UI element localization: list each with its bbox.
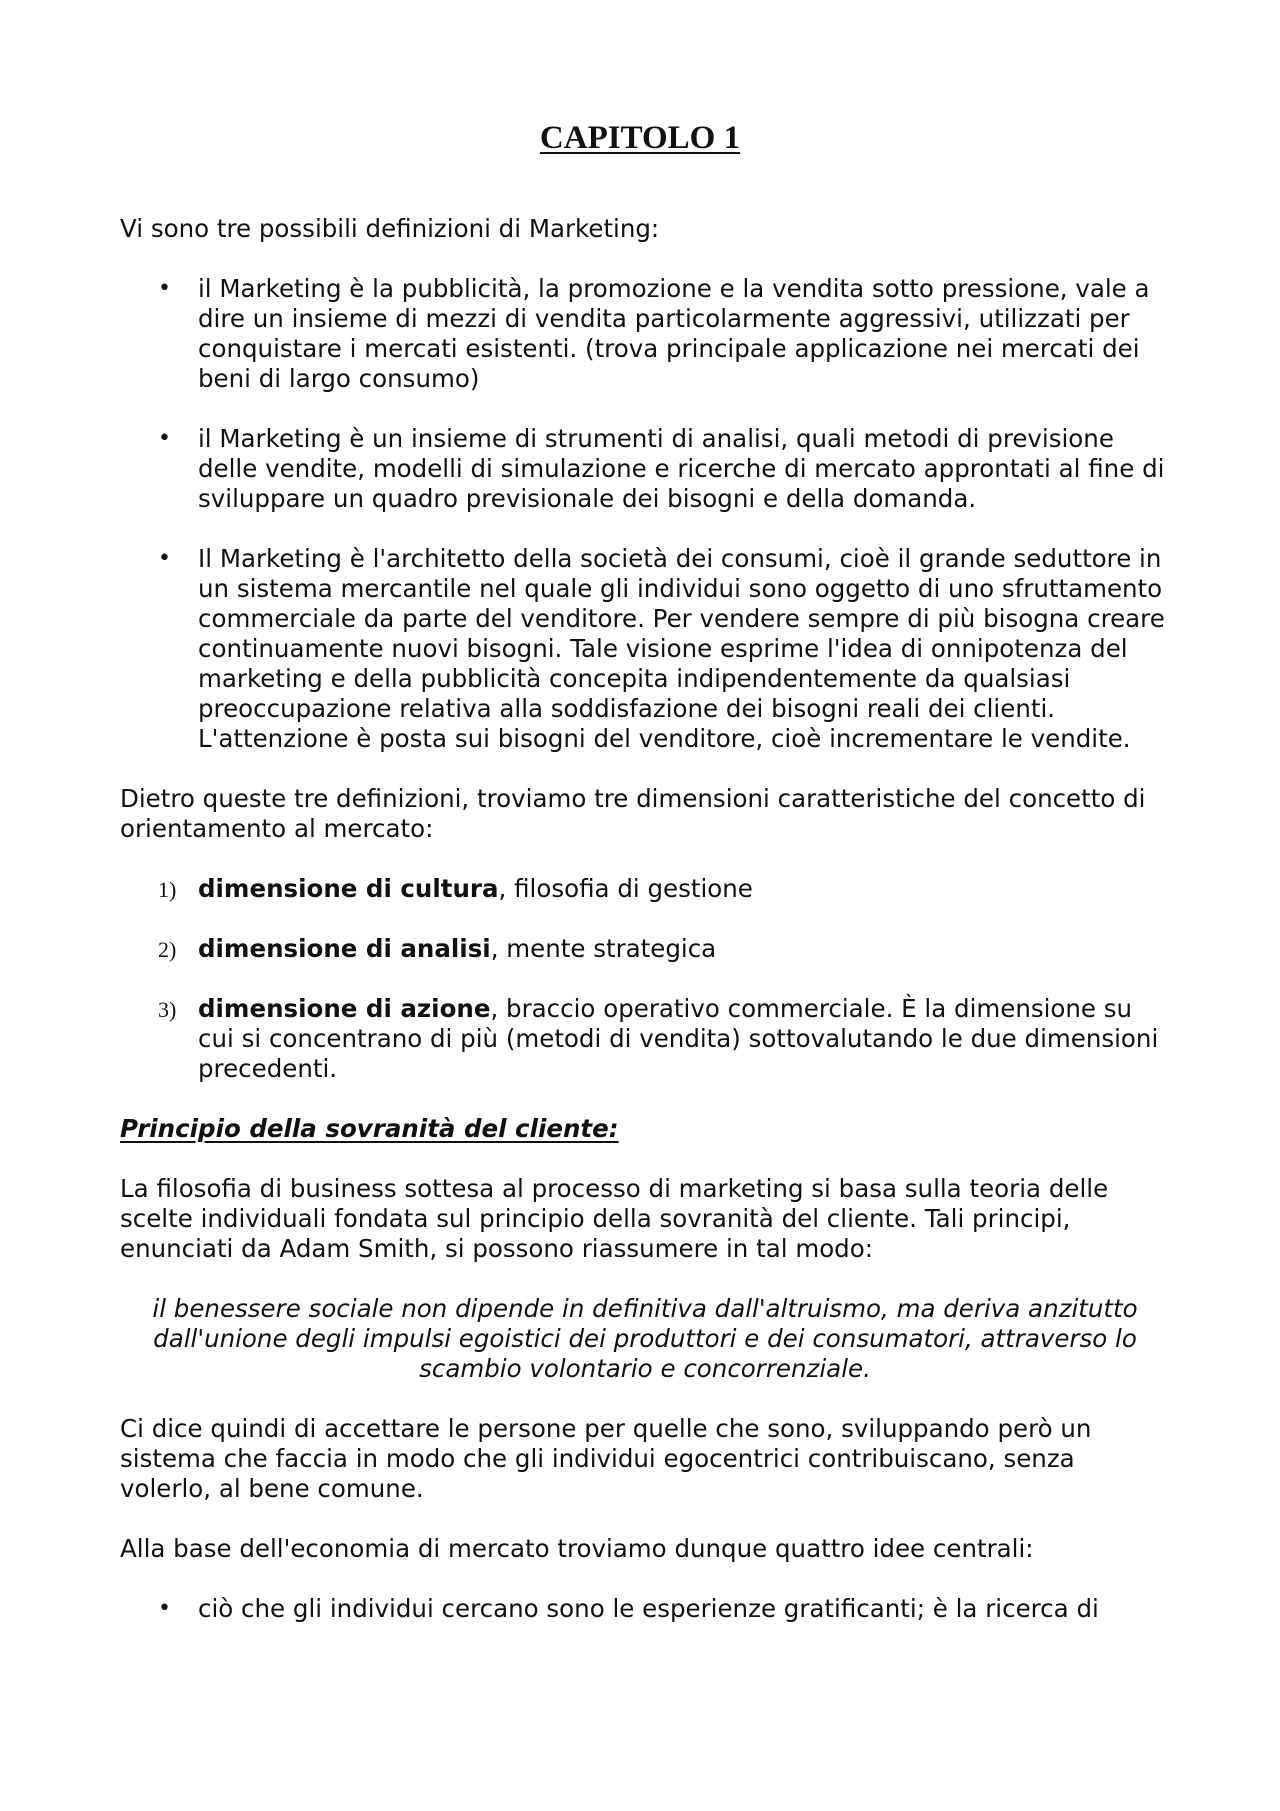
dimension-desc: , filosofia di gestione — [498, 874, 753, 903]
bullet-icon: • — [158, 546, 171, 571]
intro-paragraph: Vi sono tre possibili definizioni di Marketing: — [120, 214, 660, 243]
adam-smith-quote: il benessere sociale non dipende in definitiva dall'altruismo, ma deriva anzitutto dall'unione degli impulsi egoistici dei produttori e dei consumatori, attraverso lo scambio volontario e concorrenziale. — [152, 1294, 1138, 1383]
definitions-list — [120, 274, 1170, 754]
dimension-term: dimensione di azione — [198, 994, 491, 1023]
list-item — [120, 544, 1170, 754]
list-item — [120, 994, 1170, 1084]
dimension-desc: , braccio operativo commerciale. È la dimensione su cui si concentrano di più (metodi di vendita) sottovalutando le due dimensioni precedenti. — [198, 994, 1159, 1083]
definition-text: il Marketing è un insieme di strumenti di analisi, quali metodi di previsione delle vendite, modelli di simulazione e ricerche di mercato approntati al fine di sviluppare un quadro previsionale dei bisogni e della domanda. — [198, 424, 1165, 513]
section-heading: Principio della sovranità del cliente: — [120, 1114, 619, 1143]
list-item — [120, 424, 1170, 514]
document-body — [120, 214, 1170, 1624]
item-number: 1) — [158, 877, 177, 902]
base-paragraph: Alla base dell'economia di mercato troviamo dunque quattro idee centrali: — [120, 1534, 1034, 1563]
chapter-title: CAPITOLO 1 — [539, 120, 741, 156]
item-number: 2) — [158, 937, 177, 962]
list-item — [120, 1594, 1170, 1624]
philosophy-paragraph: La filosofia di business sottesa al processo di marketing si basa sulla teoria delle scelte individuali fondata sul principio della sovranità del cliente. Tali principi, enunciati da Adam Smith, si possono riassumere in tal modo: — [120, 1174, 1109, 1263]
list-item — [120, 934, 1170, 964]
definition-text: Il Marketing è l'architetto della società dei consumi, cioè il grande seduttore in un sistema mercantile nel quale gli individui sono oggetto di uno sfruttamento commerciale da parte del venditore. Per vendere sempre di più bisogna creare continuamente nuovi bisogni. Tale visione esprime l'idea di onnipotenza del marketing e della pubblicità concepita indipendentemente da qualsiasi preoccupazione relativa alla soddisfazione dei bisogni reali dei clienti. L'attenzione è posta sui bisogni del venditore, cioè incrementare le vendite. — [198, 544, 1165, 753]
dimensions-list — [120, 874, 1170, 1084]
dimension-desc: , mente strategica — [490, 934, 717, 963]
accept-paragraph: Ci dice quindi di accettare le persone per quelle che sono, sviluppando però un sistema che faccia in modo che gli individui egocentrici contribuiscano, senza volerlo, al bene comune. — [120, 1414, 1092, 1503]
bullet-icon: • — [158, 276, 171, 301]
dimension-term: dimensione di cultura — [198, 874, 499, 903]
ideas-list — [120, 1594, 1170, 1624]
list-item — [120, 274, 1170, 394]
dimensions-intro: Dietro queste tre definizioni, troviamo tre dimensioni caratteristiche del concetto di orientamento al mercato: — [120, 784, 1146, 843]
definition-text: il Marketing è la pubblicità, la promozione e la vendita sotto pressione, vale a dire un insieme di mezzi di vendita particolarmente aggressivi, utilizzati per conquistare i mercati esistenti. (trova principale applicazione nei mercati dei beni di largo consumo) — [198, 274, 1150, 393]
bullet-icon: • — [158, 1596, 171, 1621]
item-number: 3) — [158, 997, 177, 1022]
dimension-term: dimensione di analisi — [198, 934, 491, 963]
idea-text: ciò che gli individui cercano sono le esperienze gratificanti; è la ricerca di — [198, 1594, 1099, 1623]
bullet-icon: • — [158, 426, 171, 451]
list-item — [120, 874, 1170, 904]
